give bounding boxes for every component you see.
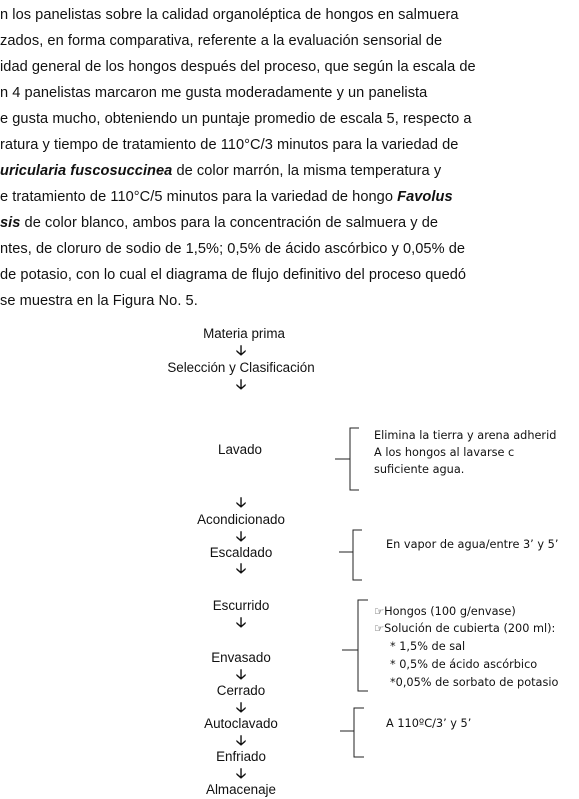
- note-envasado-line: * 1,5% de sal: [390, 640, 466, 653]
- paragraph-text: de color blanco, ambos para la concentración de salmuera y de: [20, 215, 439, 231]
- paragraph-text: se muestra en la Figura No. 5.: [0, 293, 198, 309]
- step-autoclavado: Autoclavado: [204, 716, 278, 731]
- step-envasado: Envasado: [211, 650, 271, 665]
- step-materia-prima: Materia prima: [203, 326, 285, 341]
- step-enfriado: Enfriado: [216, 749, 266, 764]
- step-almacenaje: Almacenaje: [206, 782, 276, 797]
- bracket-envasado: [342, 600, 368, 691]
- step-escurrido: Escurrido: [212, 598, 270, 613]
- paragraph-text: idad general de los hongos después del proceso, que según la escala de: [0, 59, 476, 75]
- down-arrow-icon: 🡣: [235, 376, 247, 392]
- down-arrow-icon: 🡣: [235, 528, 247, 544]
- bracket-escaldado: [339, 530, 362, 580]
- step-lavado: Lavado: [218, 442, 262, 457]
- down-arrow-icon: 🡣: [235, 494, 247, 510]
- paragraph-text: zados, en forma comparativa, referente a la evaluación sensorial de: [0, 33, 443, 49]
- note-lavado-line: A los hongos al lavarse c: [374, 446, 515, 459]
- note-envasado-line: * 0,5% de ácido ascórbico: [390, 658, 538, 671]
- paragraph-text: ratura y tiempo de tratamiento de 110°C/3 minutos para la variedad de: [0, 137, 459, 153]
- species-name: sis: [0, 215, 21, 231]
- paragraph-text: n 4 panelistas marcaron me gusta moderadamente y un panelista: [0, 85, 428, 101]
- note-autoclavado: A 110ºC/3’ y 5’: [386, 717, 472, 730]
- note-lavado-line: Elimina la tierra y arena adherid: [374, 429, 557, 442]
- note-envasado-line: ☞Hongos (100 g/envase): [374, 605, 516, 618]
- paragraph-text: ntes, de cloruro de sodio de 1,5%; 0,5% de ácido ascórbico y 0,05% de: [0, 241, 466, 257]
- species-name: uricularia fuscosuccinea: [0, 163, 173, 179]
- down-arrow-icon: 🡣: [235, 614, 247, 630]
- note-lavado-line: suficiente agua.: [374, 463, 465, 476]
- down-arrow-icon: 🡣: [235, 699, 247, 715]
- paragraph-text: n los panelistas sobre la calidad organoléptica de hongos en salmuera: [0, 7, 459, 23]
- paragraph-text: e tratamiento de 110°C/5 minutos para la variedad de hongo: [0, 189, 398, 205]
- down-arrow-icon: 🡣: [235, 560, 247, 576]
- step-escaldado: Escaldado: [209, 545, 273, 560]
- paragraph-text: e gusta mucho, obteniendo un puntaje promedio de escala 5, respecto a: [0, 111, 472, 127]
- step-seleccion-clasificacion: Selección y Clasificación: [167, 360, 315, 375]
- note-envasado-line: ☞Solución de cubierta (200 ml):: [374, 622, 556, 635]
- note-escaldado: En vapor de agua/entre 3’ y 5’: [386, 538, 559, 551]
- down-arrow-icon: 🡣: [235, 765, 247, 781]
- down-arrow-icon: 🡣: [235, 342, 247, 358]
- paragraph-text: de potasio, con lo cual el diagrama de flujo definitivo del proceso quedó: [0, 267, 467, 283]
- note-envasado-line: *0,05% de sorbato de potasio: [390, 676, 559, 689]
- step-cerrado: Cerrado: [216, 683, 266, 698]
- down-arrow-icon: 🡣: [235, 666, 247, 682]
- paragraph-text: de color marrón, la misma temperatura y: [172, 163, 442, 179]
- step-acondicionado: Acondicionado: [197, 512, 285, 527]
- down-arrow-icon: 🡣: [235, 732, 247, 748]
- bracket-autoclavado: [340, 708, 364, 757]
- species-name: Favolus: [397, 189, 453, 205]
- bracket-lavado: [335, 428, 359, 490]
